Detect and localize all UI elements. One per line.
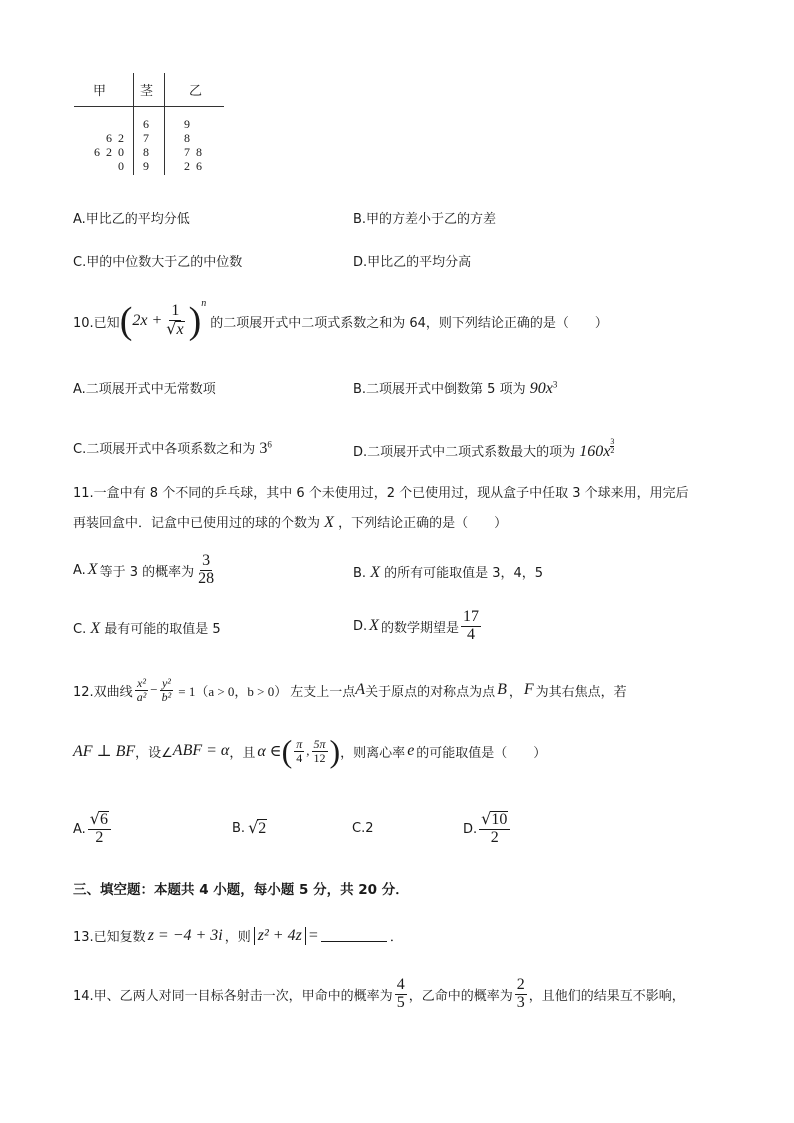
left-leaf: 6 2 [106,131,124,145]
stem: 9 [143,159,149,173]
stem: 6 [143,117,149,131]
q12-option-b: B. √2 [232,818,267,837]
right-leaf: 8 [184,131,190,145]
q9-option-a: A.甲比乙的平均分低 [73,212,190,227]
right-leaf: 9 [184,117,190,131]
q10-option-b: B.二项展开式中倒数第 5 项为 $90x^3$ [353,379,558,397]
right-leaf: 7 8 [184,145,202,159]
q10-frac-den: x [176,321,184,338]
stem-leaf-vline-left [133,73,134,175]
q10-text: 的二项展开式中二项式系数之和为 64，则下列结论正确的是（ ） [210,315,608,331]
q11-option-c: C. X 最有可能的取值是 5 [73,620,221,637]
q10-exponent: n [201,298,207,309]
q10-frac-num: 1 [171,302,180,320]
q9-option-b: B.甲的方差小于乙的方差 [353,212,497,227]
q10-option-c: C.二项展开式中各项系数之和为 $3^6$ [73,439,272,457]
stem-leaf-header-right: 乙 [189,84,203,99]
q10-option-a: A.二项展开式中无常数项 [73,382,216,397]
stem: 7 [143,131,149,145]
stem-leaf-header-middle: 茎 [140,84,154,99]
q9-option-c: C.甲的中位数大于乙的中位数 [73,255,243,270]
q11-option-d: D. X 的数学期望是 $\frac{17}{4}$ [353,607,479,643]
q10-number: 10.已知 [73,315,120,331]
stem-leaf-header-left: 甲 [93,84,107,99]
right-paren: ) [188,300,202,342]
q12-option-c: C.2 [352,821,374,836]
section-heading-fill-in: 三、填空题：本题共 4 小题，每小题 5 分，共 20 分． [73,882,409,898]
q11-line2: 再装回盒中．记盒中已使用过的球的个数为 X ，下列结论正确的是（ ） [73,514,508,531]
q12-option-d: D. $\frac{√10}{2}$ [463,806,512,852]
q13: 13.已知复数 z = −4 + 3i ，则 z² + 4z = ． [73,926,403,945]
stem-leaf-hline [74,106,224,107]
right-leaf: 2 6 [184,159,202,173]
q10-option-d: D.二项展开式中二项式系数最大的项为 160x $\frac{3}{2}$ [353,437,615,460]
q10-expr-left: 2x + [132,312,163,329]
left-leaf: 0 [118,159,124,173]
q13-answer-blank[interactable] [321,929,387,942]
q11-option-b: B. X 的所有可能取值是 3，4，5 [353,564,544,581]
q12-line2: AF ⊥ BF ，设∠ ABF = α ，且 α ∈ ( $\frac{\pi}{4}$ , $\frac{5\pi}{12}$ ) ，则离心率 e 的可能取值是（ ） [73,733,547,769]
q11-option-a: A. X 等于 3 的概率为 $\frac{3}{28}$ [73,551,215,587]
q9-option-d: D.甲比乙的平均分高 [353,255,472,270]
q10-stem [73,296,608,346]
left-leaf: 6 2 0 [94,145,124,159]
q14: 14.甲、乙两人对同一目标各射击一次，甲命中的概率为 $\frac{4}{5}$ ，乙命中的概率为 $\frac{2}{3}$ ，且他们的结果互不影响， [73,975,685,1011]
q10-fraction: $\frac{1}{√x}$ [166,302,184,338]
left-paren: ( [119,300,133,342]
q11-line1: 11.一盒中有 8 个不同的乒乓球，其中 6 个未使用过，2 个已使用过，现从盒子中任取 3 个球来用，用完后 [73,486,689,501]
q12-line1: 12.双曲线 $\frac{\text{x²}}{\text{a²}}$ − $\frac{\text{y²}}{\text{b²}}$ = 1（a > 0，b > 0） 左支上一点 A 关于原点的对称点为点 B ， F 为其右焦点，若 [73,675,627,704]
stem: 8 [143,145,149,159]
q12-option-a: A. $\frac{√6}{2}$ [73,806,113,852]
stem-leaf-vline-right [164,73,165,175]
